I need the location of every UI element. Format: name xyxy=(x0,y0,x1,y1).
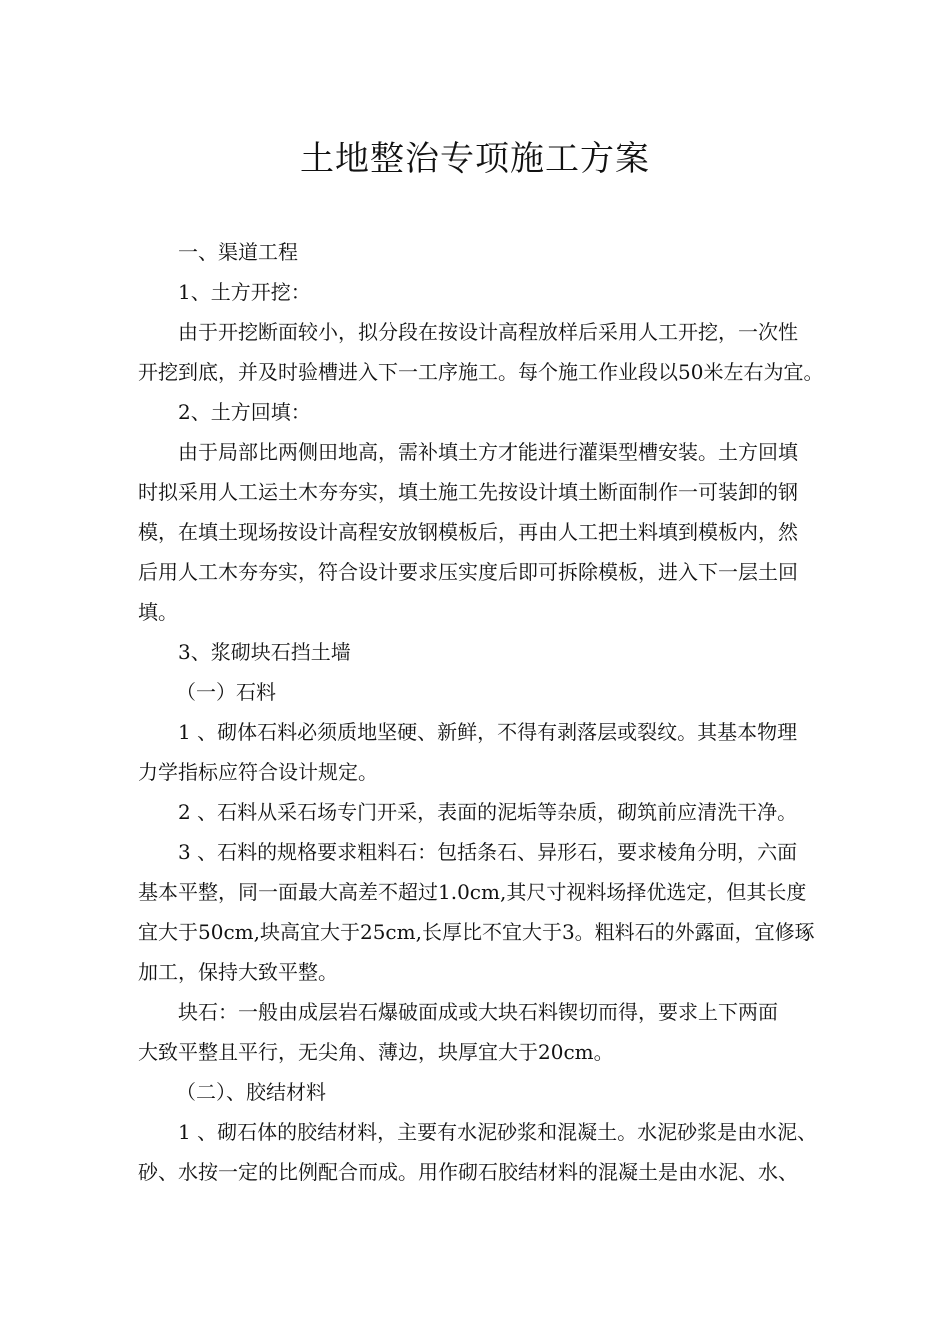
paragraph-line: 大致平整且平行，无尖角、薄边，块厚宜大于20cm。 xyxy=(138,1040,614,1064)
paragraph-line: 砂、水按一定的比例配合而成。用作砌石胶结材料的混凝土是由水泥、水、 xyxy=(138,1160,798,1184)
paragraph-line: 块石：一般由成层岩石爆破面成或大块石料锲切而得，要求上下两面 xyxy=(178,1000,778,1024)
paragraph-line: 力学指标应符合设计规定。 xyxy=(138,760,378,784)
paragraph-line: 时拟采用人工运土木夯夯实，填土施工先按设计填土断面制作一可装卸的钢 xyxy=(138,480,798,504)
subsection-heading: （二）、胶结材料 xyxy=(176,1080,326,1104)
subsection-heading: 3、浆砌块石挡土墙 xyxy=(178,640,351,664)
paragraph-line: 填。 xyxy=(138,600,178,624)
paragraph-line: 3 、石料的规格要求粗料石：包括条石、异形石，要求棱角分明，六面 xyxy=(178,840,798,864)
paragraph-line: 1 、砌石体的胶结材料，主要有水泥砂浆和混凝土。水泥砂浆是由水泥、 xyxy=(178,1120,818,1144)
subsection-heading: 2、土方回填： xyxy=(178,400,311,424)
paragraph-line: 由于开挖断面较小，拟分段在按设计高程放样后采用人工开挖，一次性 xyxy=(178,320,798,344)
paragraph-line: 后用人工木夯夯实，符合设计要求压实度后即可拆除模板，进入下一层土回 xyxy=(138,560,798,584)
paragraph-line: 由于局部比两侧田地高，需补填土方才能进行灌渠型槽安装。土方回填 xyxy=(178,440,798,464)
section-heading: 一、渠道工程 xyxy=(178,240,298,264)
subsection-heading: （一）石料 xyxy=(176,680,276,704)
document-title: 土地整治专项施工方案 xyxy=(300,139,650,179)
paragraph-line: 模，在填土现场按设计高程安放钢模板后，再由人工把土料填到模板内，然 xyxy=(138,520,798,544)
paragraph-line: 开挖到底，并及时验槽进入下一工序施工。每个施工作业段以50米左右为宜。 xyxy=(138,360,824,384)
paragraph-line: 1 、砌体石料必须质地坚硬、新鲜，不得有剥落层或裂纹。其基本物理 xyxy=(178,720,798,744)
paragraph-line: 宜大于50cm,块高宜大于25cm,长厚比不宜大于3。粗料石的外露面，宜修琢 xyxy=(138,920,815,944)
paragraph-line: 加工，保持大致平整。 xyxy=(138,960,338,984)
subsection-heading: 1、土方开挖： xyxy=(178,280,311,304)
paragraph-line: 基本平整，同一面最大高差不超过1.0cm,其尺寸视料场择优选定，但其长度 xyxy=(138,880,807,904)
paragraph-line: 2 、石料从采石场专门开采，表面的泥垢等杂质，砌筑前应清洗干净。 xyxy=(178,800,798,824)
